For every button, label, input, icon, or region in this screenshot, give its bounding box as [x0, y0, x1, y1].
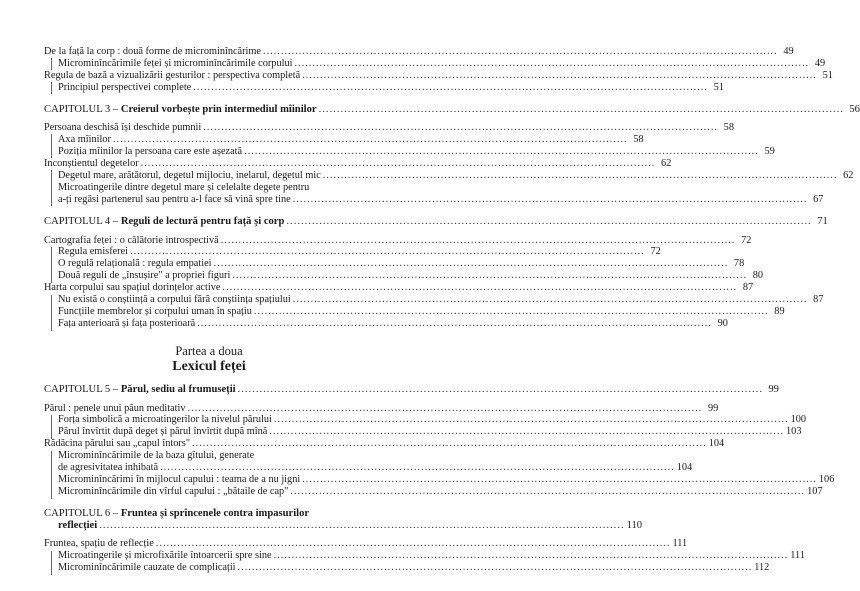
toc-section-1: [44, 45, 833, 94]
toc-entry[interactable]: [44, 246, 661, 258]
toc-page-number: 56: [849, 103, 860, 115]
toc-page-number: 71: [817, 215, 828, 227]
toc-page-number: 104: [676, 462, 693, 474]
toc-entry-title: Microminîncărimile din vîrful capului : „bătaile de cap": [58, 485, 289, 497]
dot-leader: [197, 318, 712, 330]
toc-page-number: 58: [633, 134, 644, 146]
toc-entry[interactable]: [44, 158, 672, 170]
chapter-label: CAPITOLUL 5: [44, 383, 111, 395]
toc-page-number: 104: [708, 438, 725, 450]
chapter-title: Fruntea și sprîncenele contra impasurilor: [120, 507, 310, 519]
toc-section-4: [44, 402, 835, 498]
toc-entry-title: Fruntea, spațiu de reflecție: [44, 538, 154, 550]
dot-leader: [188, 403, 703, 415]
dot-leader: [290, 486, 805, 498]
dot-leader: [141, 158, 656, 170]
toc-entry-title: Cartografia feței : o călătorie introspectivă: [44, 234, 219, 246]
toc-entry[interactable]: [44, 134, 644, 146]
toc-page-number: 59: [764, 146, 775, 158]
chapter-heading[interactable]: CAPITOLUL 4 – Reguli de lectură pentru față și corp ..... 71: [44, 216, 374, 228]
toc-entry-title: a-ți regăsi partenerul sau pentru a-l face să vină spre tine: [58, 193, 291, 205]
chapter-title: Părul, sediu al frumuseții: [120, 383, 236, 395]
table-of-contents: [44, 45, 860, 574]
dot-leader: [293, 194, 808, 206]
dot-leader: [99, 520, 624, 532]
toc-entry[interactable]: [44, 485, 823, 498]
toc-entry-title: Nu există o conștiință a corpului fără conștiința spațiului: [58, 294, 291, 306]
toc-entry[interactable]: [44, 402, 719, 415]
dot-leader: [238, 562, 753, 574]
toc-entry[interactable]: [44, 258, 745, 270]
part-subtitle: Lexicul feței: [172, 358, 246, 374]
toc-entry[interactable]: [44, 438, 725, 450]
dot-leader: [221, 235, 736, 247]
dot-leader: [286, 216, 811, 228]
toc-page-number: 111: [672, 538, 688, 550]
toc-page-number: 106: [818, 473, 835, 485]
toc-entry-title: Poziția mîinilor la persoana care este așezată: [58, 146, 243, 158]
toc-entry-title: Regula de bază a vizualizării gesturilor : perspectiva completă: [44, 69, 301, 81]
toc-entry-title: Părul învîrtit după deget și părul învîrtit după mînă: [58, 426, 268, 438]
toc-page-number: 107: [807, 485, 823, 497]
toc-page-number: 99: [768, 383, 779, 395]
toc-entry[interactable]: [44, 473, 835, 486]
toc-page-number: 51: [822, 69, 833, 81]
toc-entry-title: Microminîncărimile cauzate de complicații: [58, 562, 236, 574]
toc-page-number: 112: [754, 562, 770, 574]
toc-page-number: 103: [786, 426, 802, 438]
toc-page-number: 90: [717, 317, 728, 329]
toc-entry-title: Microminîncărimile feței și microminîncărimile corpului: [58, 57, 293, 69]
dot-leader: [214, 258, 729, 270]
toc-entry-continued[interactable]: [44, 462, 693, 474]
toc-entry[interactable]: [44, 122, 734, 134]
toc-entry[interactable]: [44, 57, 826, 70]
chapter-heading-continued[interactable]: [44, 519, 643, 532]
toc-entry-title: Microatingerile dintre degetul mare și celelalte degete pentru: [58, 181, 310, 193]
toc-entry[interactable]: [44, 282, 754, 294]
toc-page-number: 110: [626, 519, 643, 531]
dot-leader: [269, 426, 784, 438]
chapter-label: CAPITOLUL 3: [44, 103, 111, 115]
toc-entry[interactable]: [44, 550, 805, 562]
toc-entry-title: Axa mîinilor: [58, 134, 111, 146]
dot-leader: [302, 70, 817, 82]
toc-page-number: 99: [707, 402, 719, 414]
toc-page-number: 49: [783, 45, 794, 57]
dot-leader: [274, 414, 789, 426]
toc-page-number: 100: [790, 414, 807, 426]
toc-page-number: 51: [713, 81, 724, 93]
dot-leader: [319, 104, 844, 116]
toc-entry[interactable]: [44, 562, 770, 574]
toc-page-number: 67: [813, 193, 824, 205]
dot-leader: [156, 538, 671, 550]
dot-leader: [192, 438, 707, 450]
toc-entry[interactable]: [44, 305, 785, 318]
toc-page-number: 62: [661, 158, 672, 170]
dot-leader: [263, 46, 778, 58]
chapter-title-continued: reflecției: [58, 519, 98, 531]
toc-entry-title: Funcțiile membrelor și corpului uman în spațiu: [58, 305, 252, 317]
toc-entry[interactable]: [44, 317, 728, 330]
toc-entry-title: Microminîncărimile de la baza gîtului, generate: [58, 450, 255, 462]
toc-entry[interactable]: [44, 538, 688, 551]
toc-entry-title: Microminîncărimi în mijlocul capului : teama de a nu jigni: [58, 473, 301, 485]
toc-page-number: 89: [774, 305, 785, 317]
toc-entry-title: Microatingerile și microfixările întoarcerii spre sine: [58, 550, 272, 562]
dot-leader: [222, 282, 737, 294]
toc-page-number: 87: [742, 282, 754, 294]
chapter-heading[interactable]: CAPITOLUL 3 – Creierul vorbește prin intermediul mîinilor ..... 56: [44, 104, 374, 116]
chapter-heading[interactable]: CAPITOLUL 6 – Fruntea și sprîncenele contra impasurilor: [44, 507, 310, 519]
dot-leader: [302, 474, 817, 486]
toc-page-number: 72: [741, 234, 752, 246]
dot-leader: [274, 550, 789, 562]
toc-entry-title: Inconștientul degetelor: [44, 158, 139, 170]
toc-entry-title: Forța simbolică a microatingerilor la nivelul părului: [58, 414, 272, 426]
toc-entry-continued[interactable]: [44, 193, 824, 206]
toc-page-number: 72: [650, 246, 661, 258]
dot-leader: [254, 306, 769, 318]
toc-entry-title: Regula emisferei: [58, 246, 129, 258]
chapter-label: CAPITOLUL 6: [44, 507, 111, 519]
part-heading: [44, 344, 374, 375]
toc-page-number: 87: [813, 294, 824, 306]
chapter-label: CAPITOLUL 4: [44, 215, 111, 227]
toc-page-number: 58: [723, 122, 734, 134]
toc-entry[interactable]: [44, 45, 794, 58]
dot-leader: [323, 170, 838, 182]
toc-entry[interactable]: [44, 234, 752, 247]
toc-section-5: [44, 538, 805, 575]
toc-entry[interactable]: [44, 450, 374, 462]
dot-leader: [238, 384, 763, 396]
toc-entry-title: Harta corpului sau spațiul dorințelor active: [44, 282, 221, 294]
toc-section-3: [44, 234, 824, 330]
toc-page-number: 62: [843, 170, 854, 181]
toc-page-number: 80: [752, 270, 764, 282]
chapter-title: Creierul vorbește prin intermediul mîinilor: [120, 103, 317, 115]
dot-leader: [244, 146, 759, 158]
part-title: Partea a doua: [175, 343, 243, 358]
toc-page-number: 78: [733, 258, 745, 270]
toc-entry-title: de agresivitatea inhibată: [58, 462, 159, 474]
dot-leader: [130, 246, 645, 258]
toc-entry[interactable]: [44, 270, 764, 282]
dot-leader: [193, 82, 708, 94]
toc-section-2: [44, 122, 854, 205]
dot-leader: [160, 462, 675, 474]
dot-leader: [113, 134, 628, 146]
toc-entry[interactable]: [44, 69, 833, 82]
toc-page-number: 111: [790, 550, 805, 562]
toc-entry[interactable]: [44, 146, 775, 158]
toc-entry-title: Rădăcina părului sau „capul întors": [44, 438, 191, 450]
toc-entry-title: Fața anterioară și fața posterioară: [58, 317, 196, 329]
toc-entry[interactable]: [44, 294, 824, 306]
dot-leader: [232, 270, 747, 282]
toc-entry[interactable]: [44, 81, 724, 94]
toc-entry-title: Două reguli de „însușire" a propriei figuri: [58, 270, 231, 282]
toc-entry-title: O regulă relațională : regula empatiei: [58, 258, 212, 270]
toc-entry-title: Persoana deschisă își deschide pumnii: [44, 122, 202, 134]
toc-entry[interactable]: [44, 414, 807, 426]
dot-leader: [294, 58, 809, 70]
chapter-title: Reguli de lectură pentru față și corp: [120, 215, 285, 227]
toc-entry-title: Principiul perspectivei complete: [58, 81, 192, 93]
toc-entry[interactable]: [44, 426, 802, 438]
toc-entry[interactable]: [44, 182, 374, 194]
toc-entry[interactable]: [44, 170, 854, 182]
toc-entry-title: Degetul mare, arătătorul, degetul mijlociu, inelarul, degetul mic: [58, 170, 321, 181]
dot-leader: [203, 122, 718, 134]
toc-page-number: 49: [814, 57, 826, 69]
chapter-heading[interactable]: CAPITOLUL 5 – Părul, sediu al frumuseții ..... 99: [44, 384, 374, 396]
dot-leader: [293, 294, 808, 306]
toc-entry-title: Părul : penele unui păun meditativ: [44, 402, 186, 414]
toc-entry-title: De la față la corp : două forme de microminîncărime: [44, 45, 261, 57]
